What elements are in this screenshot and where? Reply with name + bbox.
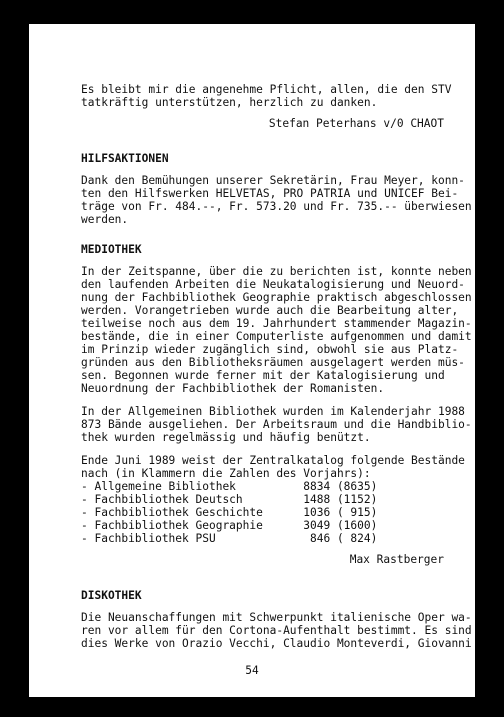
document-page (29, 24, 475, 697)
thanks-line-2: tatkräftig unterstützen, herzlich zu danken. (81, 96, 378, 109)
mediothek-p1-line-2: den laufenden Arbeiten die Neukatalogisierung und Neuord- (81, 278, 465, 291)
mediothek-p3-line-1: Ende Juni 1989 weist der Zentralkatalog folgende Bestände (81, 454, 465, 467)
heading-diskothek: DISKOTHEK (81, 589, 142, 602)
mediothek-p1-line-6: bestände, die in einer Computerliste aufgenommen und damit (81, 330, 472, 343)
mediothek-p1-line-5: teilweise noch aus dem 19. Jahrhundert stammender Magazin- (81, 317, 472, 330)
holdings-row-geschichte: - Fachbibliothek Geschichte 1036 ( 915) (81, 506, 378, 519)
mediothek-signature: Max Rastberger (349, 553, 444, 566)
hilfsaktionen-line-2: ten den Hilfswerken HELVETAS, PRO PATRIA und UNICEF Bei- (81, 187, 459, 200)
mediothek-p2-line-3: thek wurden regelmässig und häufig benützt. (81, 431, 371, 444)
diskothek-line-2: ren vor allem für den Cortona-Aufenthalt bestimmt. Es sind (81, 624, 472, 637)
heading-hilfsaktionen: HILFSAKTIONEN (81, 152, 169, 165)
hilfsaktionen-line-3: träge von Fr. 484.--, Fr. 573.20 und Fr. 735.-- überwiesen (81, 200, 472, 213)
page-number: 54 (245, 664, 259, 677)
diskothek-line-3: dies Werke von Orazio Vecchi, Claudio Monteverdi, Giovanni (81, 637, 472, 650)
holdings-row-deutsch: - Fachbibliothek Deutsch 1488 (1152) (81, 493, 378, 506)
holdings-row-allgemeine: - Allgemeine Bibliothek 8834 (8635) (81, 480, 378, 493)
mediothek-p2-line-1: In der Allgemeinen Bibliothek wurden im Kalenderjahr 1988 (81, 405, 465, 418)
hilfsaktionen-line-4: werden. (81, 213, 129, 226)
holdings-row-geographie: - Fachbibliothek Geographie 3049 (1600) (81, 519, 378, 532)
mediothek-p3-line-2: nach (in Klammern die Zahlen des Vorjahrs): (81, 467, 371, 480)
mediothek-p1-line-9: sen. Begonnen wurde ferner mit der Katalogisierung und (81, 369, 445, 382)
mediothek-p1-line-7: im Prinzip wieder zugänglich sind, obwohl sie aus Platz- (81, 343, 459, 356)
hilfsaktionen-line-1: Dank den Bemühungen unserer Sekretärin, Frau Meyer, konn- (81, 174, 465, 187)
thanks-line-1: Es bleibt mir die angenehme Pflicht, allen, die den STV (81, 83, 452, 96)
mediothek-p1-line-10: Neuordnung der Fachbibliothek der Romanisten. (81, 382, 385, 395)
heading-mediothek: MEDIOTHEK (81, 243, 142, 256)
mediothek-p1-line-3: nung der Fachbibliothek Geographie praktisch abgeschlossen (81, 291, 472, 304)
mediothek-p1-line-4: werden. Vorangetrieben wurde auch die Bearbeitung alter, (81, 304, 459, 317)
thanks-signature: Stefan Peterhans v/0 CHAOT (268, 117, 444, 130)
mediothek-p1-line-8: gründen aus den Bibliotheksräumen ausgelagert werden müs- (81, 356, 465, 369)
holdings-row-psu: - Fachbibliothek PSU 846 ( 824) (81, 532, 378, 545)
diskothek-line-1: Die Neuanschaffungen mit Schwerpunkt italienische Oper wa- (81, 611, 472, 624)
mediothek-p2-line-2: 873 Bände ausgeliehen. Der Arbeitsraum und die Handbiblio- (81, 418, 472, 431)
mediothek-p1-line-1: In der Zeitspanne, über die zu berichten ist, konnte neben (81, 265, 472, 278)
